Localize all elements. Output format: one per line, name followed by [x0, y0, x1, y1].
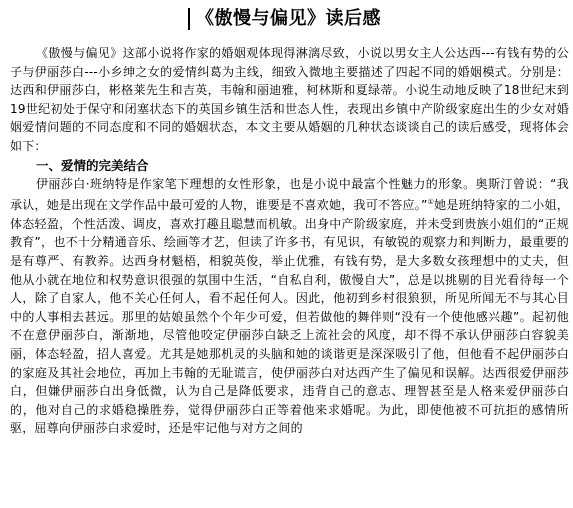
title-area: [10, 0, 569, 44]
intro-paragraph: 《傲慢与偏见》这部小说将作家的婚姻观体现得淋漓尽致，小说以男女主人公达西---有钱有势的公子与伊丽莎白---小乡绅之女的爱情纠葛为主线，细致入微地主要描述了四起不同的婚姻模式。分别是：达西和伊丽莎白，彬格莱先生和吉英，韦翰和丽迪雅，柯林斯和夏绿蒂。小说生动地反映了18世纪末到19世纪初处于保守和闭塞状态下的英国乡镇生活和世态人性，表现出乡镇中产阶级家庭出生的少女对婚姻爱情问题的不同态度和不同的婚姻状态，本文主要从婚姻的几种状态谈谈自己的读后感受，现将体会如下：: [10, 46, 569, 153]
section-paragraph: [10, 175, 569, 438]
footnote-marker: ①: [427, 198, 435, 207]
section-heading: 一、爱情的完美结合: [36, 157, 149, 173]
paragraph-text-part1: 伊丽莎白·班纳特是作家笔下理想的女性形象，也是小说中最富个性魅力的形象。奥斯汀曾说：“我承认，她是出现在文学作品中最可爱的人物，谁要是不喜欢她，我可不答应。”: [10, 176, 569, 213]
paragraph-text-part2: 她是班纳特家的二小姐，体态轻盈，个性活泼、调皮，喜欢打趣且聪慧而机敏。出身中产阶级家庭，并未受到贵族小姐们的“正规教育”，也不十分精通音乐、绘画等才艺，但读了许多书，有见识，有敏锐的观察力和判断力，最重要的是有尊严、有教养。达西身材魁梧，相貌英俊，举止优雅，有钱有势，是大多数女孩理想中的丈夫，但他从小就在地位和权势意识很强的氛围中生活，“自私自利，傲慢自大”，总是以挑剔的目光看待每一个人，除了自家人，他不关心任何人，看不起任何人。因此，他初到乡村很狼狈，所见所闻无不与其心目中的人事相去甚远。那里的姑娘虽然个个年少可爱，但若做他的舞伴则“没有一个使他感兴趣”。起初他不在意伊丽莎白，渐渐地，尽管他咬定伊丽莎白缺乏上流社会的风度，却不得不承认伊丽莎白容貌美丽，体态轻盈，招人喜爱。尤其是她那机灵的头脑和她的谈谐更是深深吸引了他，但他看不起伊丽莎白的家庭及其社会地位，再加上韦翰的无耻谎言，使伊丽莎白对达西产生了偏见和误解。达西很爱伊丽莎白，但嫌伊丽莎白出身低微，认为自己是降低要求，违背自己的意志、理智甚至是人格来爱伊丽莎白的，他对自己的求婚稳操胜券，觉得伊丽莎白正等着他来求婚呢。为此，即使他被不可抗拒的感情所驱，屈尊向伊丽莎白求爱时，还是牢记他与对方之间的: [10, 198, 569, 436]
document-title: 《傲慢与偏见》读后感: [188, 8, 381, 30]
